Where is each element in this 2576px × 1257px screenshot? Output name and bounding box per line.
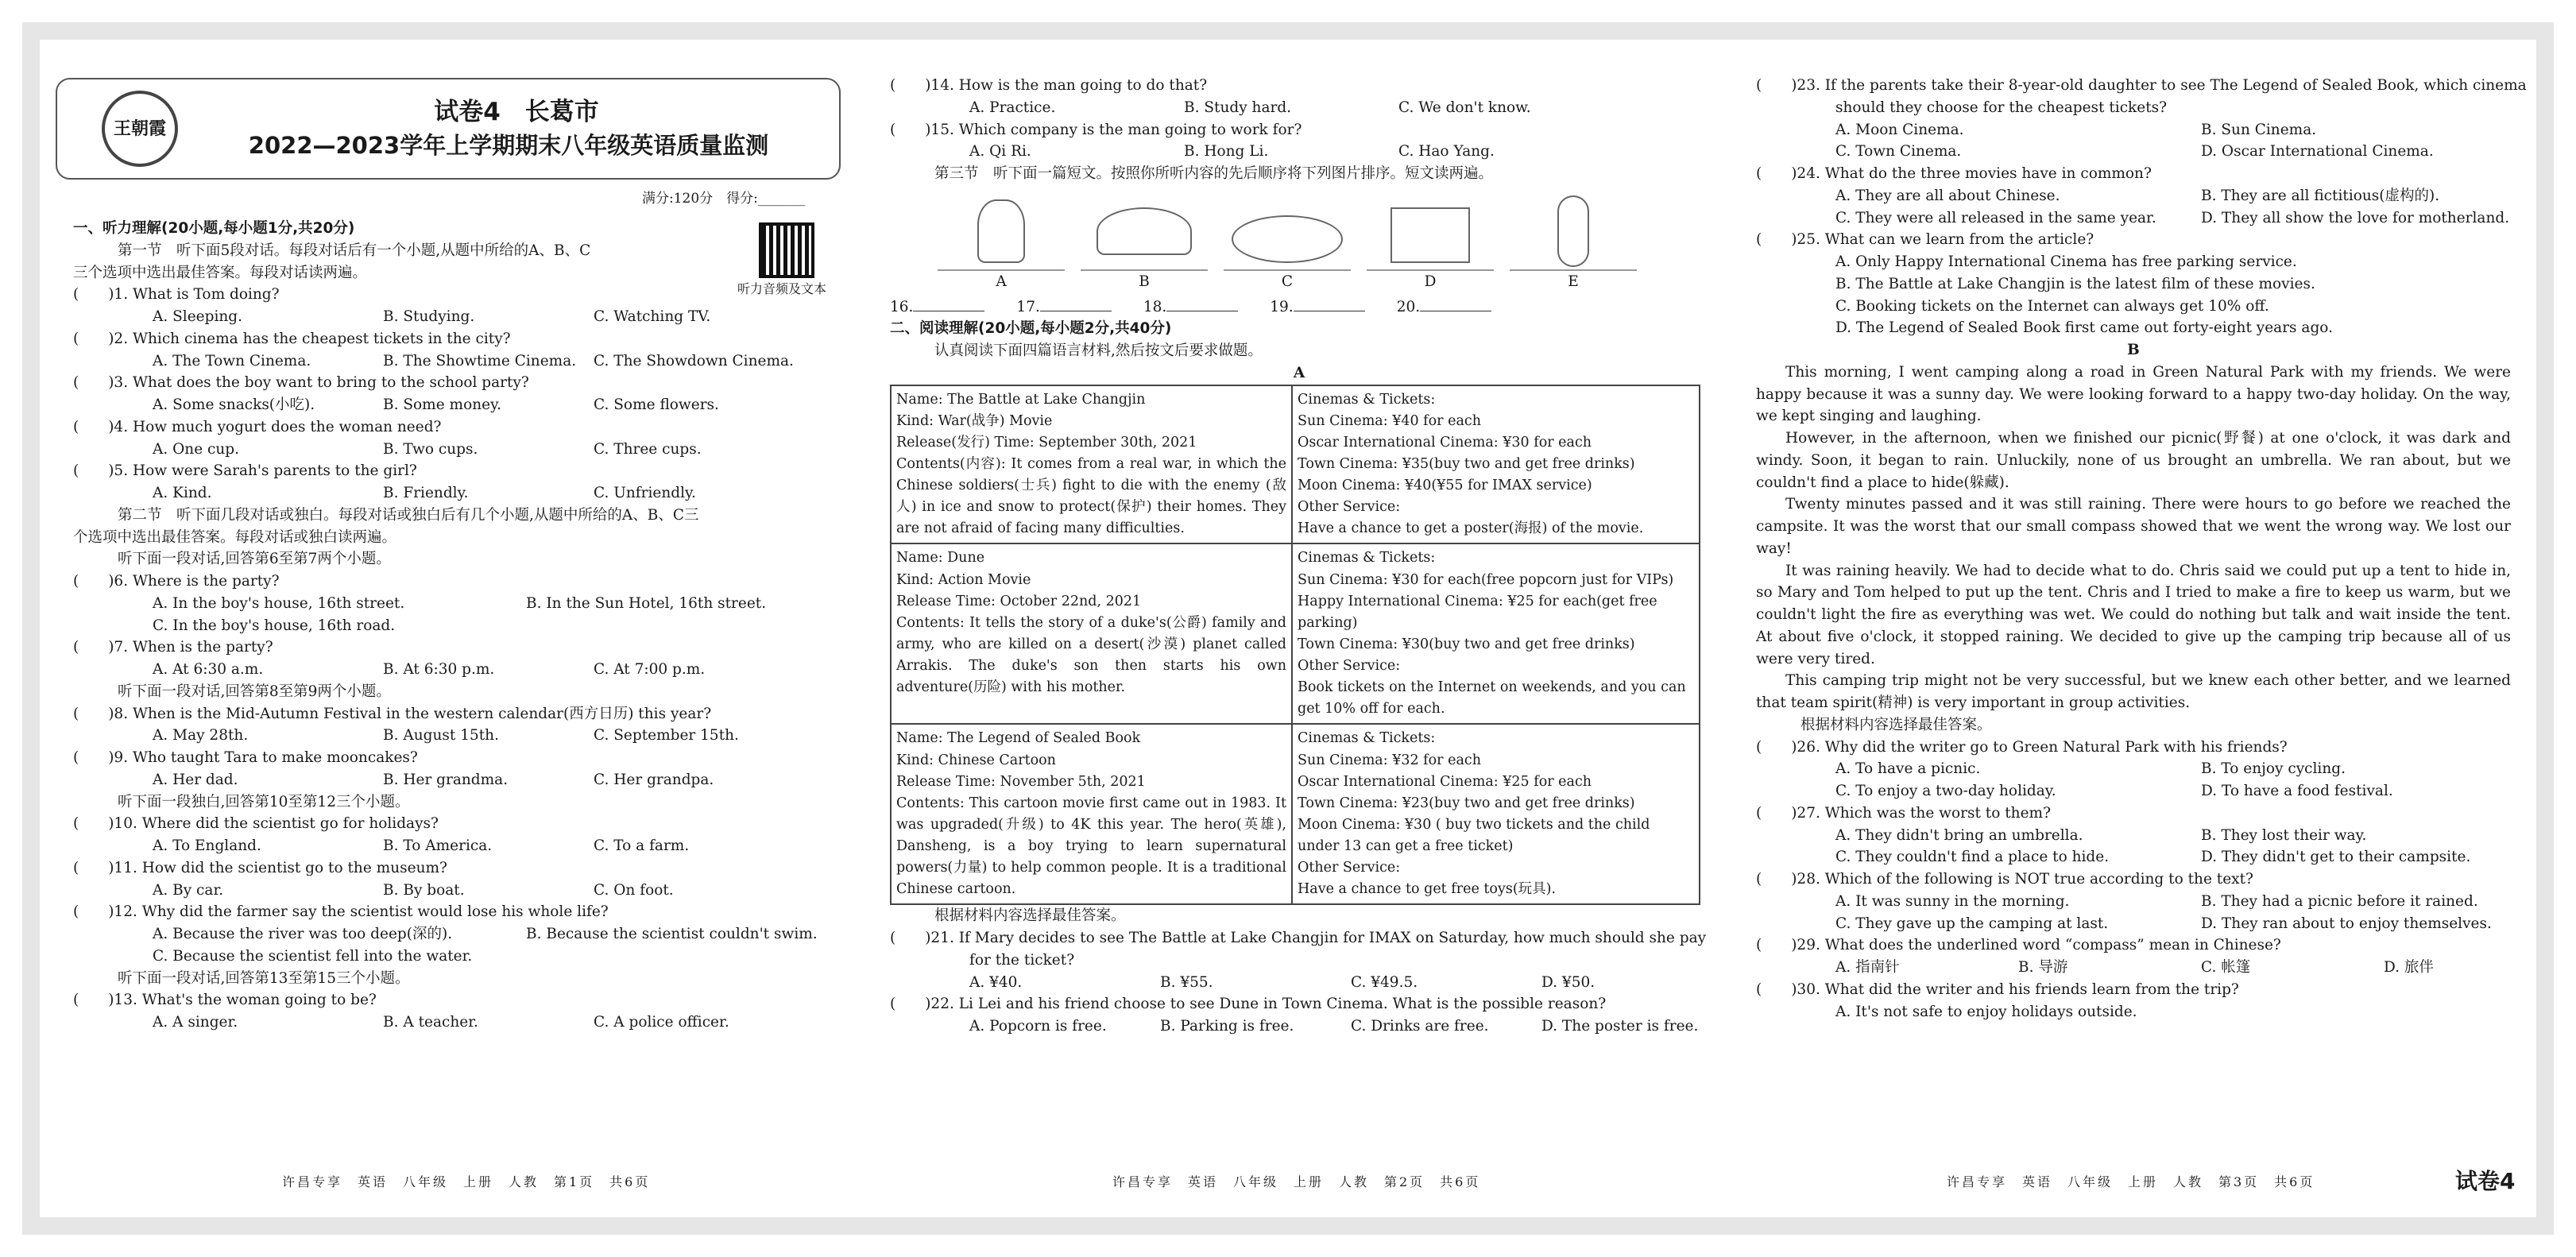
exam-subtitle: 2022—2023学年上学期期末八年级英语质量监测 bbox=[248, 132, 769, 159]
option[interactable]: D. 旅伴 bbox=[2384, 959, 2434, 976]
listen-instr: 听下面一段对话,回答第8至第9两个小题。 bbox=[118, 683, 391, 700]
column-2 bbox=[890, 75, 1708, 1038]
question-stem: ( )13. What's the woman going to be? bbox=[73, 992, 377, 1009]
option[interactable]: D. ¥50. bbox=[1541, 973, 1595, 991]
answer-blanks: 16. 17. 18. 19. 20. bbox=[890, 296, 1708, 319]
option[interactable]: C. To a farm. bbox=[594, 837, 690, 854]
question-stem: ( )4. How much yogurt does the woman need? bbox=[73, 418, 442, 435]
question-stem: ( )2. Which cinema has the cheapest tickets in the city? bbox=[73, 330, 511, 347]
page-id: 试卷4 bbox=[2455, 1168, 2516, 1194]
option[interactable]: B. To America. bbox=[383, 837, 493, 854]
question-stem: ( )9. Who taught Tara to make mooncakes? bbox=[73, 749, 418, 766]
option[interactable]: B. They are all fictitious(虚构的). bbox=[2201, 187, 2440, 204]
option[interactable]: C. At 7:00 p.m. bbox=[594, 661, 706, 678]
question-stem: ( )24. What do the three movies have in common? bbox=[1756, 165, 2152, 182]
option[interactable]: A. At 6:30 a.m. bbox=[153, 661, 264, 678]
option[interactable]: A. Popcorn is free. bbox=[969, 1018, 1107, 1035]
picture-a: A bbox=[938, 191, 1065, 293]
option[interactable]: D. The poster is free. bbox=[1541, 1018, 1699, 1035]
part1-heading: 一、听力理解(20小题,每小题1分,共20分) bbox=[73, 220, 355, 237]
option[interactable]: A. Qi Ri. bbox=[969, 143, 1031, 161]
passage-b-label: B bbox=[2127, 342, 2140, 358]
picture-d: D bbox=[1367, 191, 1494, 293]
passage-b-para: It was raining heavily. We had to decide what to do. Chris said we could put up a tent to hide in, so Mary and Tom helped to put up the tent. Chris and I tried to make a fire to keep us warm, but we couldn't light the fire as everything was wet. We could do nothing but talk and wait inside the tent. At about five o'clock, it stopped raining. We decided to give up the camping trip because all of us were very tired. bbox=[1756, 562, 2511, 667]
question-stem: ( )15. Which company is the man going to work for? bbox=[890, 121, 1302, 138]
sec1-instr2: 三个选项中选出最佳答案。每段对话读两遍。 bbox=[73, 264, 368, 281]
option[interactable]: D. Oscar International Cinema. bbox=[2201, 143, 2434, 161]
option[interactable]: C. Unfriendly. bbox=[594, 485, 696, 501]
option[interactable]: B. The Battle at Lake Changjin is the latest film of these movies. bbox=[1835, 275, 2315, 292]
exam-title: 试卷4 长葛市 bbox=[434, 98, 599, 126]
option[interactable]: C. Because the scientist fell into the water. bbox=[153, 947, 473, 965]
question-stem: ( )5. How were Sarah's parents to the girl? bbox=[73, 462, 417, 480]
question-stem: ( )23. If the parents take their 8-year-old daughter to see The Legend of Sealed Book, which cinema bbox=[1756, 77, 2527, 94]
question-stem: ( )26. Why did the writer go to Green Natural Park with his friends? bbox=[1756, 738, 2288, 756]
option[interactable]: A. Because the river was too deep(深的). bbox=[153, 926, 453, 942]
question-stem: ( )12. Why did the farmer say the scientist would lose his whole life? bbox=[73, 903, 609, 921]
option[interactable]: A. One cup. bbox=[153, 440, 240, 458]
option[interactable]: B. Because the scientist couldn't swim. bbox=[526, 926, 818, 942]
part2-heading: 二、阅读理解(20小题,每小题2分,共40分) bbox=[890, 320, 1172, 338]
option[interactable]: C. Drinks are free. bbox=[1351, 1018, 1489, 1035]
option[interactable]: A. To have a picnic. bbox=[1835, 760, 1981, 778]
option[interactable]: B. To enjoy cycling. bbox=[2201, 760, 2346, 778]
question-stem: ( )29. What does the underlined word “compass” mean in Chinese? bbox=[1756, 937, 2281, 954]
option[interactable]: B. At 6:30 p.m. bbox=[383, 661, 495, 678]
option[interactable]: B. A teacher. bbox=[383, 1014, 478, 1031]
option[interactable]: C. The Showdown Cinema. bbox=[594, 352, 794, 369]
option[interactable]: C. Booking tickets on the Internet can always get 10% off. bbox=[1835, 297, 2269, 315]
sec2-instr: 第二节 听下面几段对话或独白。每段对话或独白后有几个小题,从题中所给的A、B、C三 bbox=[118, 506, 699, 524]
option[interactable]: A. Her dad. bbox=[153, 771, 238, 788]
option[interactable]: A. May 28th. bbox=[153, 727, 249, 745]
passage-b-para: This morning, I went camping along a road in Green Natural Park with my friends. We were happy because it was a sunny day. We were looking forward to a happy two-day holiday. On the way, we kept singing and laughing. bbox=[1756, 363, 2511, 425]
option[interactable]: B. Two cups. bbox=[383, 440, 478, 458]
question-stem: ( )3. What does the boy want to bring to the school party? bbox=[73, 374, 529, 392]
choose-instr: 根据材料内容选择最佳答案。 bbox=[1800, 716, 1992, 733]
option[interactable]: C. Hao Yang. bbox=[1398, 143, 1495, 161]
option[interactable]: B. Her grandma. bbox=[383, 771, 509, 788]
option[interactable]: A. 指南针 bbox=[1835, 959, 1900, 976]
option[interactable]: C. Three cups. bbox=[594, 440, 702, 458]
column-1 bbox=[73, 218, 836, 1034]
option[interactable]: C. A police officer. bbox=[594, 1014, 729, 1031]
logo: 王朝霞 bbox=[102, 91, 178, 167]
option[interactable]: C. They gave up the camping at last. bbox=[1835, 915, 2109, 932]
table-row: Name: The Legend of Sealed Book Kind: Chinese Cartoon Release Time: November 5th, 2021 Contents: This cartoon movie first came out in 1983. It was upgraded(升级) to 4K this year. The hero(英雄), Dansheng, is a boy trying to learn supernatural powers(力量) to help common people. It is a traditional Chinese cartoon. Cinemas & Tickets: Sun Cinema: ¥32 for each Oscar International Cinema: ¥25 for each Town Cinema: ¥23(buy two and get free drinks) Moon Cinema: ¥30 ( buy two tickets and the child under 13 can get a free ticket) Other Service: Have a chance to get free toys(玩具). bbox=[891, 724, 1700, 904]
option[interactable]: C. They couldn't find a place to hide. bbox=[1835, 849, 2110, 866]
question-stem: ( )30. What did the writer and his friends learn from the trip? bbox=[1756, 980, 2239, 998]
footer-page3: 许昌专享 英语 八年级 上册 人教 第3页 共6页 bbox=[1947, 1174, 2315, 1189]
question-stem: ( )6. Where is the party? bbox=[73, 573, 280, 590]
option[interactable]: B. Some money. bbox=[383, 396, 501, 413]
option[interactable]: A. A singer. bbox=[153, 1014, 238, 1031]
sec1-instr: 第一节 听下面5段对话。每段对话后有一个小题,从题中所给的A、B、C bbox=[118, 242, 591, 259]
option[interactable]: A. They are all about Chinese. bbox=[1835, 187, 2060, 204]
question-stem: ( )14. How is the man going to do that? bbox=[890, 77, 1208, 94]
option[interactable]: A. ¥40. bbox=[969, 973, 1023, 991]
option[interactable]: A. Some snacks(小吃). bbox=[153, 396, 315, 413]
option[interactable]: B. ¥55. bbox=[1160, 973, 1213, 991]
choose-instr: 根据材料内容选择最佳答案。 bbox=[934, 907, 1126, 925]
option[interactable]: B. Friendly. bbox=[383, 485, 469, 501]
listen-instr: 听下面一段对话,回答第6至第7两个小题。 bbox=[118, 551, 391, 568]
question-stem: ( )28. Which of the following is NOT true according to the text? bbox=[1756, 871, 2253, 888]
option[interactable]: C. Watching TV. bbox=[594, 308, 711, 325]
option[interactable]: C. September 15th. bbox=[594, 727, 739, 745]
option[interactable]: B. In the Sun Hotel, 16th street. bbox=[526, 594, 767, 612]
question-stem: ( )1. What is Tom doing? bbox=[73, 286, 280, 304]
question-stem: ( )11. How did the scientist go to the museum? bbox=[73, 859, 447, 876]
part2-intro: 认真阅读下面四篇语言材料,然后按文后要求做题。 bbox=[934, 342, 1263, 359]
option[interactable]: B. Sun Cinema. bbox=[2201, 121, 2317, 138]
question-stem: ( )27. Which was the worst to them? bbox=[1756, 804, 2051, 822]
listen-instr: 听下面一段对话,回答第13至第15三个小题。 bbox=[118, 969, 410, 987]
option[interactable]: A. To England. bbox=[153, 837, 261, 854]
footer-page1: 许昌专享 英语 八年级 上册 人教 第1页 共6页 bbox=[282, 1174, 651, 1189]
listen-instr: 听下面一段独白,回答第10至第12三个小题。 bbox=[118, 793, 410, 810]
option[interactable]: B. Hong Li. bbox=[1184, 143, 1269, 161]
option[interactable]: B. August 15th. bbox=[383, 727, 499, 745]
option[interactable]: C. They were all released in the same year. bbox=[1835, 209, 2156, 226]
option[interactable]: A. It was sunny in the morning. bbox=[1835, 892, 2070, 910]
option[interactable]: A. Sleeping. bbox=[153, 308, 243, 325]
option[interactable]: C. On foot. bbox=[594, 881, 674, 899]
passage-a-label: A bbox=[1293, 364, 1305, 381]
option[interactable]: B. Study hard. bbox=[1184, 99, 1292, 116]
picture-c: C bbox=[1224, 191, 1351, 293]
option[interactable]: B. The Showtime Cinema. bbox=[383, 352, 577, 369]
question-stem: ( )10. Where did the scientist go for holidays? bbox=[73, 815, 439, 833]
option[interactable]: A. By car. bbox=[153, 881, 224, 899]
option[interactable]: D. The Legend of Sealed Book first came out forty-eight years ago. bbox=[1835, 319, 2333, 337]
question-stem: ( )22. Li Lei and his friend choose to see Dune in Town Cinema. What is the possible reason? bbox=[890, 996, 1607, 1013]
option[interactable]: D. They didn't get to their campsite. bbox=[2201, 849, 2471, 866]
option[interactable]: A. Only Happy International Cinema has free parking service. bbox=[1835, 253, 2297, 270]
question-stem: ( )21. If Mary decides to see The Battle at Lake Changjin for IMAX on Saturday, how much should she pay bbox=[890, 930, 1707, 947]
option[interactable]: A. In the boy's house, 16th street. bbox=[153, 594, 405, 612]
option[interactable]: C. We don't know. bbox=[1398, 99, 1531, 116]
option[interactable]: C. 帐篷 bbox=[2201, 959, 2251, 976]
option[interactable]: A. It's not safe to enjoy holidays outside. bbox=[1835, 1003, 2137, 1020]
passage-b-para: Twenty minutes passed and it was still raining. There were hours to go before we reached the campsite. It was the worst that our small compass showed that we went the wrong way. We lost our way! bbox=[1756, 496, 2511, 557]
question-stem-cont: for the ticket? bbox=[969, 951, 1075, 969]
table-row: Name: The Battle at Lake Changjin Kind: War(战争) Movie Release(发行) Time: September 30th, 2021 Contents(内容): It comes from a real war, in which the Chinese soldiers(士兵) fight to die with the enemy (敌人) in ice and snow to protect(保护) their homes. They are not afraid of facing many difficulties. Cinemas & Tickets: Sun Cinema: ¥40 for each Oscar International Cinema: ¥30 for each Town Cinema: ¥35(buy two and get free drinks) Moon Cinema: ¥40(¥55 for IMAX service) Other Service: Have a chance to get a poster(海报) of the movie. bbox=[891, 385, 1700, 544]
option[interactable]: C. In the boy's house, 16th road. bbox=[153, 617, 396, 634]
option[interactable]: D. They all show the love for motherland. bbox=[2201, 209, 2510, 226]
question-stem: ( )7. When is the party? bbox=[73, 639, 273, 656]
option[interactable]: C. To enjoy a two-day holiday. bbox=[1835, 783, 2056, 799]
question-stem-cont: should they choose for the cheapest tickets? bbox=[1835, 99, 2168, 116]
option[interactable]: B. 导游 bbox=[2018, 959, 2068, 976]
option[interactable]: C. Some flowers. bbox=[594, 396, 719, 413]
option[interactable]: A. Kind. bbox=[153, 485, 212, 501]
passage-b-para: This camping trip might not be very successful, but we knew each other better, and we learned that team spirit(精神) is very important in group activities. bbox=[1756, 672, 2511, 711]
sec3-instr: 第三节 听下面一篇短文。按照你所听内容的先后顺序将下列图片排序。短文读两遍。 bbox=[934, 165, 1494, 182]
question-stem: ( )8. When is the Mid-Autumn Festival in the western calendar(西方日历) this year? bbox=[73, 705, 712, 722]
score-line: 满分:120分 得分:_______ bbox=[642, 191, 806, 207]
option[interactable]: C. Town Cinema. bbox=[1835, 143, 1962, 161]
option[interactable]: B. Parking is free. bbox=[1160, 1018, 1294, 1035]
movie-table bbox=[890, 385, 1700, 906]
picture-b: B bbox=[1081, 191, 1208, 293]
footer-page2: 许昌专享 英语 八年级 上册 人教 第2页 共6页 bbox=[1112, 1174, 1481, 1189]
option[interactable]: A. The Town Cinema. bbox=[153, 352, 311, 369]
question-stem: ( )25. What can we learn from the article? bbox=[1756, 231, 2094, 249]
option[interactable]: D. To have a food festival. bbox=[2201, 783, 2393, 799]
option[interactable]: C. Her grandpa. bbox=[594, 771, 714, 788]
column-3 bbox=[1756, 75, 2527, 1023]
option[interactable]: A. Practice. bbox=[969, 99, 1056, 116]
option[interactable]: B. They lost their way. bbox=[2201, 826, 2367, 844]
sec2-instr2: 个选项中选出最佳答案。每段对话或独白读两遍。 bbox=[73, 528, 397, 546]
option[interactable]: B. By boat. bbox=[383, 881, 465, 899]
option[interactable]: A. Moon Cinema. bbox=[1835, 121, 1964, 138]
passage-b-para: However, in the afternoon, when we finished our picnic(野餐) at one o'clock, it was dark and windy. Soon, it began to rain. Unluckily, none of us brought an umbrella. We ran about, but we couldn't find a place to hide(躲藏). bbox=[1756, 430, 2511, 491]
picture-row bbox=[938, 191, 1708, 293]
option[interactable]: C. ¥49.5. bbox=[1351, 973, 1418, 991]
option[interactable]: A. They didn't bring an umbrella. bbox=[1835, 826, 2083, 844]
picture-e: E bbox=[1510, 191, 1637, 293]
option[interactable]: B. Studying. bbox=[383, 308, 475, 325]
option[interactable]: D. They ran about to enjoy themselves. bbox=[2201, 915, 2492, 932]
table-row: Name: Dune Kind: Action Movie Release Time: October 22nd, 2021 Contents: It tells the story of a duke's(公爵) family and army, who are killed on a desert(沙漠) planet called Arrakis. The duke's son then starts his own adventure(历险) with his mother. Cinemas & Tickets: Sun Cinema: ¥30 for each(free popcorn just for VIPs) Happy International Cinema: ¥25 for each(get free parking) Town Cinema: ¥30(buy two and get free drinks) Other Service: Book tickets on the Internet on weekends, and you can get 10% off for each. bbox=[891, 543, 1700, 724]
qr-caption: 听力音频及文本 bbox=[737, 281, 827, 296]
option[interactable]: B. They had a picnic before it rained. bbox=[2201, 892, 2478, 910]
